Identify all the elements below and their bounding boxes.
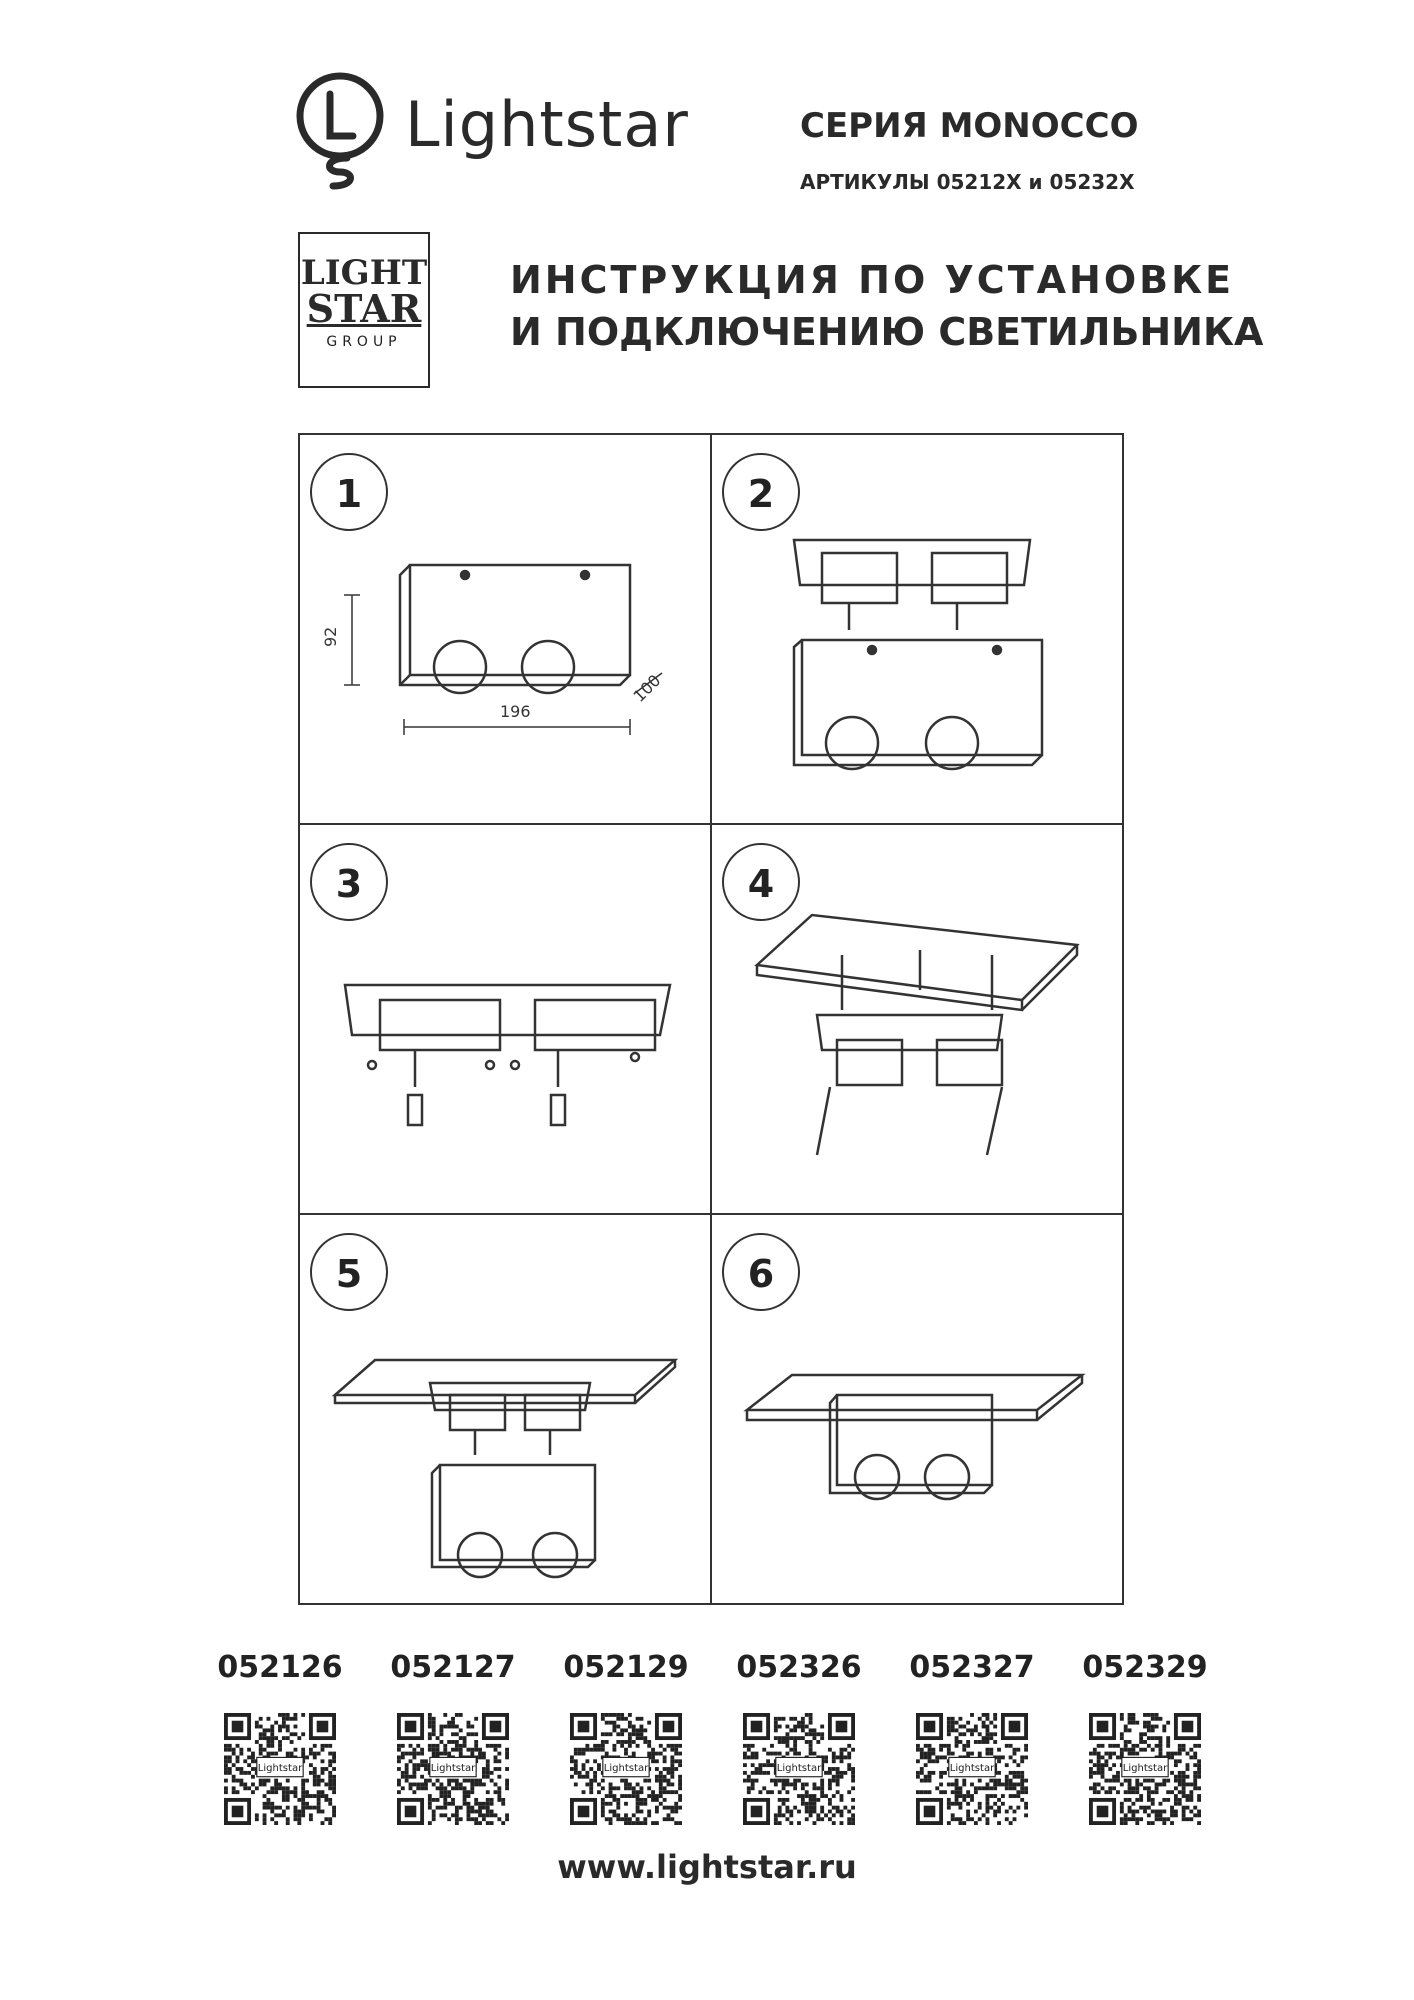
step-2-panel <box>710 433 1124 825</box>
qr-code-icon[interactable] <box>916 1713 1028 1825</box>
brand-name: Lightstar <box>405 88 689 161</box>
lightstar-logo-icon <box>295 66 385 196</box>
qr-badge-label: Lightstar <box>949 1762 995 1774</box>
qr-item-052127 <box>383 1650 523 1825</box>
step-4-ceiling-mount-drawing <box>712 825 1124 1215</box>
qr-code-icon[interactable] <box>1089 1713 1201 1825</box>
website-url: www.lightstar.ru <box>557 1848 857 1886</box>
dimension-height-label: 92 <box>321 626 340 647</box>
qr-article-code: 052326 <box>736 1650 862 1685</box>
dimension-depth-label: 100 <box>629 670 665 706</box>
step-6-installed-fixture-drawing <box>712 1215 1124 1605</box>
step-3-number: 3 <box>310 843 388 921</box>
step-5-panel <box>298 1213 712 1605</box>
qr-article-code: 052129 <box>563 1650 689 1685</box>
step-6-number: 6 <box>722 1233 800 1311</box>
qr-article-code: 052127 <box>390 1650 516 1685</box>
qr-item-052126 <box>210 1650 350 1825</box>
group-logo-line2: STAR <box>306 286 422 331</box>
qr-article-code: 052126 <box>217 1650 343 1685</box>
step-4-panel <box>710 823 1124 1215</box>
qr-article-code: 052327 <box>909 1650 1035 1685</box>
dimension-width-label: 196 <box>500 702 531 721</box>
qr-badge-label: Lightstar <box>257 1762 303 1774</box>
qr-article-code: 052329 <box>1082 1650 1208 1685</box>
instruction-title-line1: ИНСТРУКЦИЯ ПО УСТАНОВКЕ <box>510 258 1235 302</box>
qr-badge-label: Lightstar <box>776 1762 822 1774</box>
series-title: СЕРИЯ MONOCCO <box>800 106 1139 146</box>
qr-item-052327 <box>902 1650 1042 1825</box>
step-1-panel <box>298 433 712 825</box>
instruction-title-line2: И ПОДКЛЮЧЕНИЮ СВЕТИЛЬНИКА <box>510 310 1264 354</box>
qr-code-icon[interactable] <box>397 1713 509 1825</box>
group-logo-line3: GROUP <box>326 334 402 350</box>
qr-code-icon[interactable] <box>570 1713 682 1825</box>
installation-steps-grid <box>298 433 1124 1605</box>
qr-code-icon[interactable] <box>743 1713 855 1825</box>
qr-badge-label: Lightstar <box>1122 1762 1168 1774</box>
step-2-number: 2 <box>722 453 800 531</box>
qr-item-052129 <box>556 1650 696 1825</box>
qr-item-052329 <box>1075 1650 1215 1825</box>
step-3-panel <box>298 823 712 1215</box>
lightstar-group-logo <box>298 232 430 388</box>
group-logo-line1: LIGHT <box>300 253 428 293</box>
qr-badge-label: Lightstar <box>603 1762 649 1774</box>
step-6-panel <box>710 1213 1124 1605</box>
step-1-number: 1 <box>310 453 388 531</box>
article-numbers: АРТИКУЛЫ 05212Х и 05232Х <box>800 170 1135 194</box>
qr-code-icon[interactable] <box>224 1713 336 1825</box>
step-2-mounting-bracket-drawing <box>712 435 1124 825</box>
qr-badge-label: Lightstar <box>430 1762 476 1774</box>
step-4-number: 4 <box>722 843 800 921</box>
qr-item-052326 <box>729 1650 869 1825</box>
step-3-bracket-assembly-drawing <box>300 825 712 1215</box>
step-5-attach-housing-drawing <box>300 1215 712 1605</box>
step-5-number: 5 <box>310 1233 388 1311</box>
step-1-fixture-dimensions-drawing <box>300 435 712 825</box>
